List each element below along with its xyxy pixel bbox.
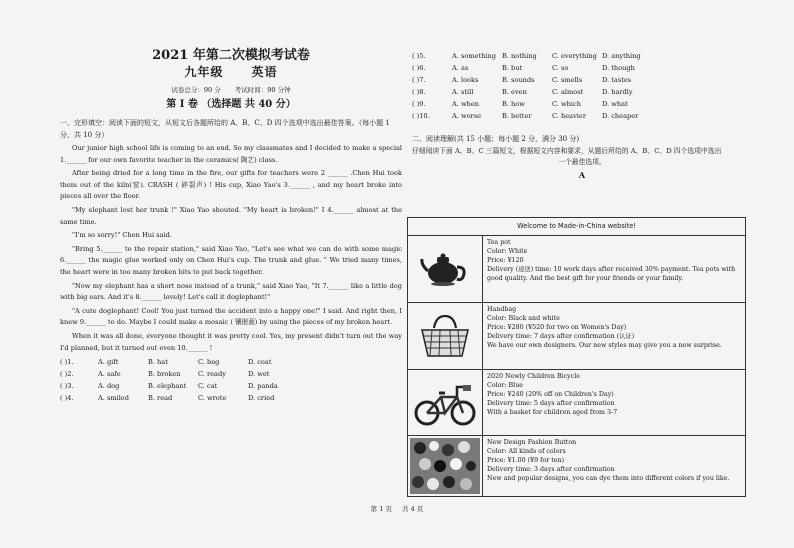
- question-row: [60, 392, 402, 404]
- option-b: B. elephant: [148, 382, 187, 391]
- buttons-icon: [408, 436, 483, 496]
- ad-item-buttons: [408, 436, 745, 496]
- passage-paragraph: "Now my elephant has a short nose instead of a trunk," said Xiao Yao, "It 7.______ like a little dog with big ears. And it's 8.______ lovely! Let's call it doglephant!": [60, 281, 402, 302]
- question-number[interactable]: ( )6.: [412, 64, 426, 72]
- ad-item-handbag: [408, 303, 745, 370]
- page-footer: [0, 504, 794, 513]
- option-d: D. what: [602, 100, 628, 108]
- ad-line: Delivery time: 5 days after confirmation: [487, 399, 615, 407]
- section2-instruction-2: 一个最佳选项。: [558, 158, 606, 166]
- option-b: B. nothing: [502, 52, 537, 60]
- option-b: B. even: [502, 88, 527, 96]
- ad-line: Price: ¥280 (¥520 for two on Women's Day): [487, 323, 627, 331]
- option-d: D. tastes: [602, 76, 632, 84]
- question-row: [60, 380, 402, 392]
- passage-label: A: [578, 169, 586, 180]
- option-a: A. still: [452, 88, 474, 96]
- option-a: A. when: [452, 100, 479, 108]
- time-info: 考试时间：90 分钟: [234, 86, 291, 94]
- option-a: A. as: [452, 64, 469, 72]
- ad-text: [483, 370, 745, 435]
- question-number[interactable]: ( )4.: [60, 394, 74, 403]
- option-b: B. better: [502, 112, 532, 120]
- option-d: D. panda: [248, 382, 278, 391]
- page-total: 共 4 页: [402, 505, 424, 513]
- ad-heading: Welcome to Made-in-China website!: [408, 218, 745, 236]
- question-list-continued: [412, 50, 752, 122]
- passage-paragraph: After being dried for a long time in the fire, our gifts for teachers were 2 ______ .Chen Hui took them out of the kiln(窑). CRASH ( 碎裂声) ! His cup, Xiao Yao's 3.______ , and my heart broke into pieces all over the floor.: [60, 169, 402, 201]
- ad-text: [483, 436, 745, 496]
- passage-paragraph: When it was all done, everyone thought it was pretty cool. Yes, my present didn't turn out the way I'd planned, but it turned out even 10.______ !: [60, 331, 402, 352]
- option-b: B. sounds: [502, 76, 535, 84]
- ad-line: Tea pot: [487, 239, 511, 246]
- ad-item-teapot: [408, 236, 745, 303]
- option-c: C. which: [552, 100, 581, 108]
- bicycle-icon: [408, 370, 483, 435]
- ad-line: good quality. And the best gift for your friends or your family.: [487, 274, 684, 282]
- page-number: 第 1 页: [370, 505, 392, 513]
- exam-meta: [60, 84, 402, 96]
- question-row: [412, 74, 752, 86]
- option-b: B. broken: [148, 370, 181, 379]
- ad-line: With a basket for children aged from 3-7: [487, 408, 618, 416]
- ad-line: New Design Fashion Button: [487, 439, 577, 446]
- question-number[interactable]: ( )8.: [412, 88, 426, 96]
- ad-line: Color: All kinds of colors: [487, 447, 566, 455]
- ad-line: Delivery time: 3 days after confirmation: [487, 465, 615, 473]
- option-a: A. smiled: [98, 394, 129, 403]
- question-number[interactable]: ( )2.: [60, 370, 74, 379]
- passage-paragraph: "Bring 5.______ to the repair station," said Xiao Yao, "Let's see what we can do with some magic 6.______ the magic glue worked only on Chen Hui's cup. The trunk and glue. " We tried many times, the heart were in too many broken bits to put back together.: [60, 244, 402, 276]
- teapot-icon: [408, 236, 483, 302]
- ad-text: [483, 236, 745, 302]
- option-d: D. though: [602, 64, 635, 72]
- option-a: A. dog: [98, 382, 120, 391]
- ad-line: Delivery (递送) time: 10 work days after received 30% payment. Tea pots with: [487, 265, 736, 273]
- passage-paragraph: "I'm so sorry!" Chen Hui said.: [72, 231, 172, 240]
- option-d: D. wet: [248, 370, 270, 379]
- ad-line: 2020 Newly Children Bicycle: [487, 373, 580, 380]
- option-a: A. something: [452, 52, 496, 60]
- option-b: B. read: [148, 394, 173, 403]
- score-info: 试卷总分：90 分: [171, 86, 221, 94]
- ad-line: Handbag: [487, 306, 517, 313]
- option-d: D. hardly: [602, 88, 633, 96]
- question-row: [412, 62, 752, 74]
- question-list: [60, 356, 402, 404]
- grade-subject: [60, 64, 402, 80]
- grade-label: 九年级: [184, 65, 224, 79]
- option-d: D. anything: [602, 52, 641, 60]
- ad-line: Color: White: [487, 247, 528, 255]
- ad-table: [407, 217, 746, 497]
- ad-line: Delivery time: 7 days after confirmation (认证): [487, 332, 635, 340]
- option-c: C. so: [552, 64, 569, 72]
- section1-instruction: 一、完形填空：阅读下面的短文，从短文后各题所给的 A、B、C、D 四个选项中选出最佳答案。（每小题 1分，共 10 分）: [60, 119, 390, 139]
- question-row: [412, 50, 752, 62]
- ad-item-bicycle: [408, 370, 745, 436]
- question-row: [412, 110, 752, 122]
- question-number[interactable]: ( )7.: [412, 76, 426, 84]
- passage-paragraph: "My elephant lost her trunk !" Xiao Yao shouted. "My heart is broken!" I 4.______ almost at the same time.: [60, 205, 402, 226]
- option-a: A. gift: [98, 358, 119, 367]
- handbag-icon: [408, 303, 483, 369]
- question-number[interactable]: ( )5.: [412, 52, 426, 60]
- option-b: B. how: [502, 100, 525, 108]
- option-c: C. bag: [198, 358, 220, 367]
- section2-title: 二、阅读理解(共 15 小题；每小题 2 分，满分 30 分): [412, 135, 580, 143]
- ad-line: Color: Blue: [487, 381, 523, 389]
- left-column: [60, 48, 402, 404]
- ad-line: We have our own designers. Our new styles may give you a new surprise.: [487, 341, 722, 349]
- option-c: C. cat: [198, 382, 218, 391]
- option-c: C. ready: [198, 370, 226, 379]
- question-number[interactable]: ( )9.: [412, 100, 426, 108]
- question-row: [60, 368, 402, 380]
- part-title: 第 I 卷 （选择题 共 40 分）: [166, 99, 296, 110]
- option-c: C. everything: [552, 52, 597, 60]
- ad-line: New and popular designs, you can dye them into different colors if you like.: [487, 474, 730, 482]
- subject-label: 英语: [251, 65, 278, 79]
- ad-line: Price: ¥1.00 (¥9 for ten): [487, 456, 565, 464]
- ad-line: Price: ¥120: [487, 256, 524, 264]
- passage-paragraph: "A cute doglephant! Cool! You just turned the accident into a happy one!" I said. And right then, I knew 9.______ to do. Maybe I could make a mosaic ( 镶嵌画) by using the pieces of my broken heart.: [60, 306, 402, 327]
- option-d: D. coat: [248, 358, 272, 367]
- section2-instruction-1: 仔细阅读下面 A、B、C 三篇短文，根据短文内容和要求，从题后所给的 A、B、C、D 四个选项中选出: [412, 146, 722, 155]
- option-d: D. cried: [248, 394, 275, 403]
- ad-line: Color: Black and white: [487, 314, 560, 322]
- question-number[interactable]: ( )3.: [60, 382, 74, 391]
- ad-line: Price: ¥240 (20% off on Children's Day): [487, 390, 614, 398]
- question-number[interactable]: ( )1.: [60, 358, 74, 367]
- ad-text: [483, 303, 745, 369]
- option-c: C. smells: [552, 76, 583, 84]
- option-a: A. worse: [452, 112, 482, 120]
- option-c: C. wrote: [198, 394, 227, 403]
- option-c: C. almost: [552, 88, 584, 96]
- option-b: B. hat: [148, 358, 168, 367]
- question-number[interactable]: ( )10.: [412, 112, 430, 120]
- option-c: C. heavier: [552, 112, 586, 120]
- option-d: D. cheaper: [602, 112, 639, 120]
- option-b: B. but: [502, 64, 523, 72]
- question-row: [412, 86, 752, 98]
- question-row: [412, 98, 752, 110]
- question-row: [60, 356, 402, 368]
- cloze-passage: [60, 143, 402, 354]
- right-column: [412, 50, 752, 181]
- exam-title: 2021 年第二次模拟考试卷: [152, 48, 310, 63]
- option-a: A. looks: [452, 76, 479, 84]
- option-a: A. safe: [98, 370, 121, 379]
- passage-paragraph: Our junior high school life is coming to an end. So my classmates and I decided to make a special 1.______ for our own favorite teacher in the ceramics( 陶艺) class.: [60, 144, 402, 164]
